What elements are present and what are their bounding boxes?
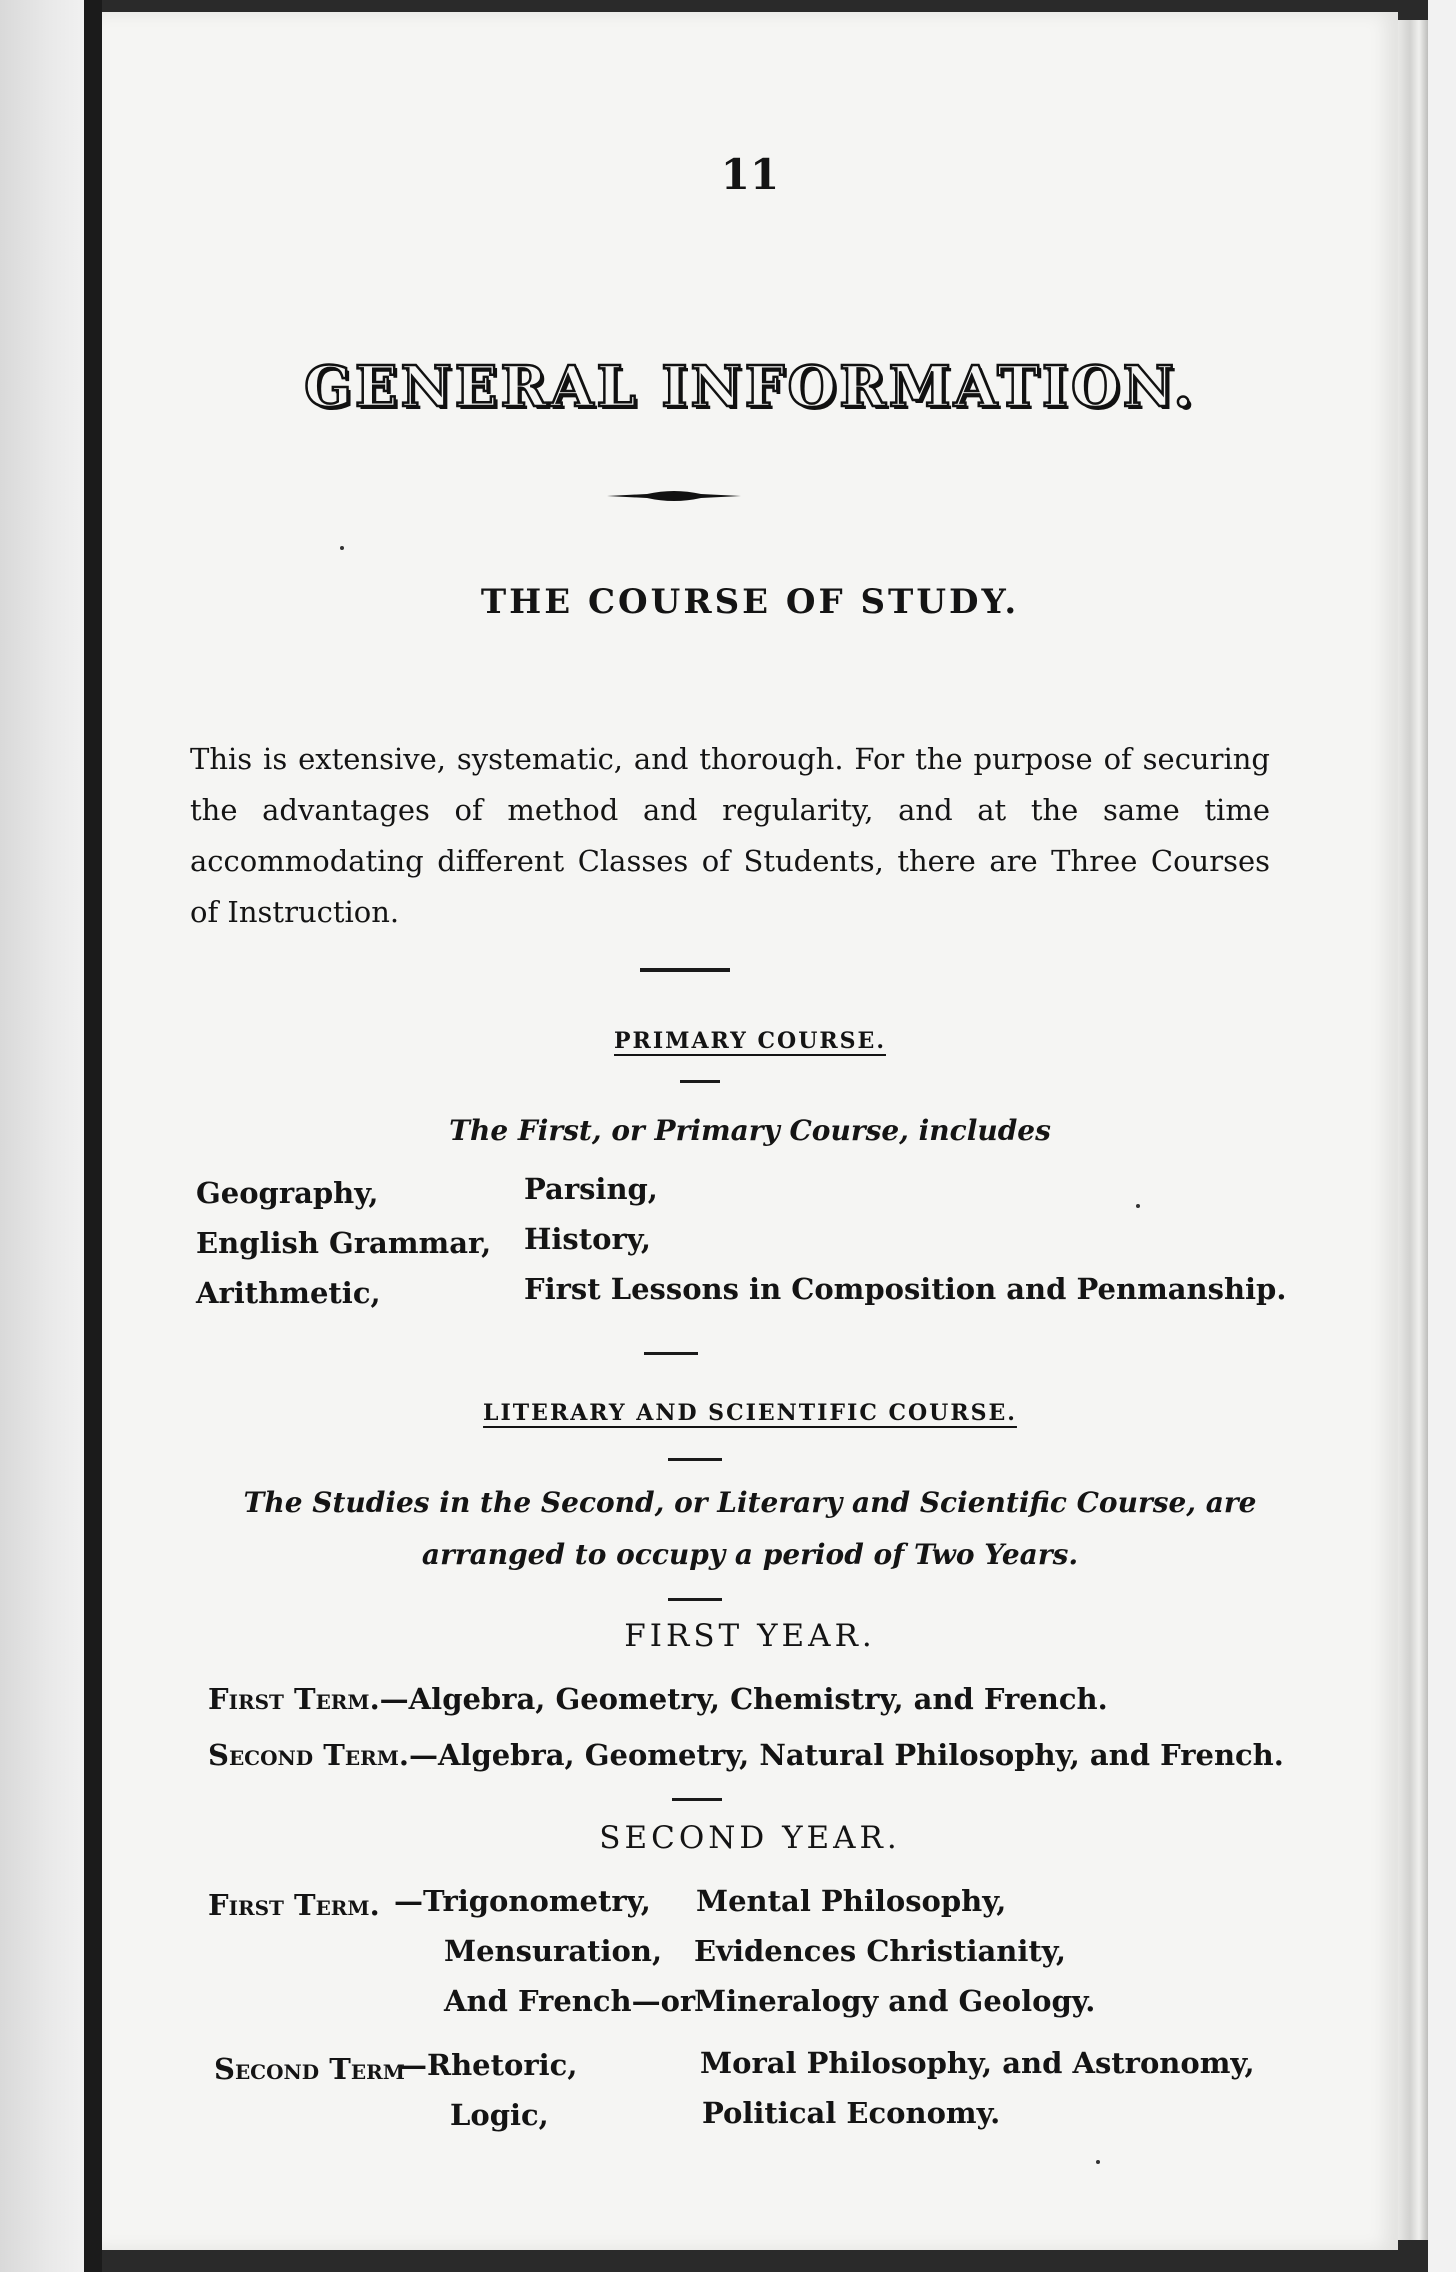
second-year-first-term-label: First Term. xyxy=(208,1888,380,1922)
subject-mental-philosophy: Mental Philosophy, xyxy=(696,1884,1007,1918)
facing-page-edge xyxy=(0,0,84,2272)
page-title: GENERAL INFORMATION. xyxy=(304,354,1196,420)
subject-french-or: And French—or xyxy=(444,1984,696,2018)
term-subjects: —Algebra, Geometry, Chemistry, and French. xyxy=(379,1682,1108,1716)
term-label: Second Term. xyxy=(208,1738,409,1772)
subject-english-grammar: English Grammar, xyxy=(196,1226,492,1260)
subject-rhetoric: —Rhetoric, xyxy=(398,2048,578,2082)
divider-rule xyxy=(668,1598,722,1601)
literary-course-note-line2: arranged to occupy a period of Two Years. xyxy=(421,1538,1079,1571)
print-speck xyxy=(340,546,344,550)
subject-political-economy: Political Economy. xyxy=(702,2096,1001,2130)
subject-mineralogy-geology: Mineralogy and Geology. xyxy=(694,1984,1096,2018)
intro-paragraph: This is extensive, systematic, and thorough. For the purpose of securing the advantages of method and regularity, and at the same time accommodating different Classes of Students, there are Three Courses of Instruction. xyxy=(190,742,1270,929)
print-speck xyxy=(1136,1204,1140,1208)
section-title: THE COURSE OF STUDY. xyxy=(480,582,1020,622)
subject-composition: First Lessons in Composition and Penmanship. xyxy=(524,1272,1287,1306)
literary-course-note-line1: The Studies in the Second, or Literary and Scientific Course, are xyxy=(243,1486,1257,1519)
second-year-heading: SECOND YEAR. xyxy=(599,1820,901,1856)
subject-parsing: Parsing, xyxy=(524,1172,658,1206)
second-year-second-term-label: Second Term xyxy=(214,2052,405,2086)
subject-trigonometry: —Trigonometry, xyxy=(394,1884,651,1918)
literary-course-heading: LITERARY AND SCIENTIFIC COURSE. xyxy=(483,1400,1017,1426)
subject-history: History, xyxy=(524,1222,651,1256)
divider-rule xyxy=(668,1458,722,1461)
subject-evidences-christianity: Evidences Christianity, xyxy=(694,1934,1066,1968)
document-page xyxy=(102,12,1398,2250)
term-subjects: —Algebra, Geometry, Natural Philosophy, and French. xyxy=(408,1738,1284,1772)
ornament-divider xyxy=(607,490,741,502)
first-year-second-term xyxy=(208,1738,1284,1772)
first-year-first-term xyxy=(208,1682,1108,1716)
divider-rule xyxy=(680,1080,720,1083)
divider-rule xyxy=(640,968,730,972)
primary-course-heading: PRIMARY COURSE. xyxy=(614,1028,886,1054)
page-edge-stack xyxy=(1398,20,1428,2240)
page-number: 11 xyxy=(720,150,780,199)
divider-rule xyxy=(644,1352,698,1355)
primary-course-note: The First, or Primary Course, includes xyxy=(449,1114,1051,1147)
scan-margin xyxy=(1428,0,1456,2272)
first-year-heading: FIRST YEAR. xyxy=(624,1618,876,1654)
term-label: First Term. xyxy=(208,1682,380,1716)
subject-mensuration: Mensuration, xyxy=(444,1934,663,1968)
divider-rule xyxy=(672,1798,722,1801)
subject-arithmetic: Arithmetic, xyxy=(196,1276,381,1310)
subject-geography: Geography, xyxy=(196,1176,379,1210)
book-binding xyxy=(84,0,102,2272)
subject-logic: Logic, xyxy=(450,2098,549,2132)
subject-moral-philosophy-astronomy: Moral Philosophy, and Astronomy, xyxy=(700,2046,1255,2080)
print-speck xyxy=(1096,2160,1100,2164)
